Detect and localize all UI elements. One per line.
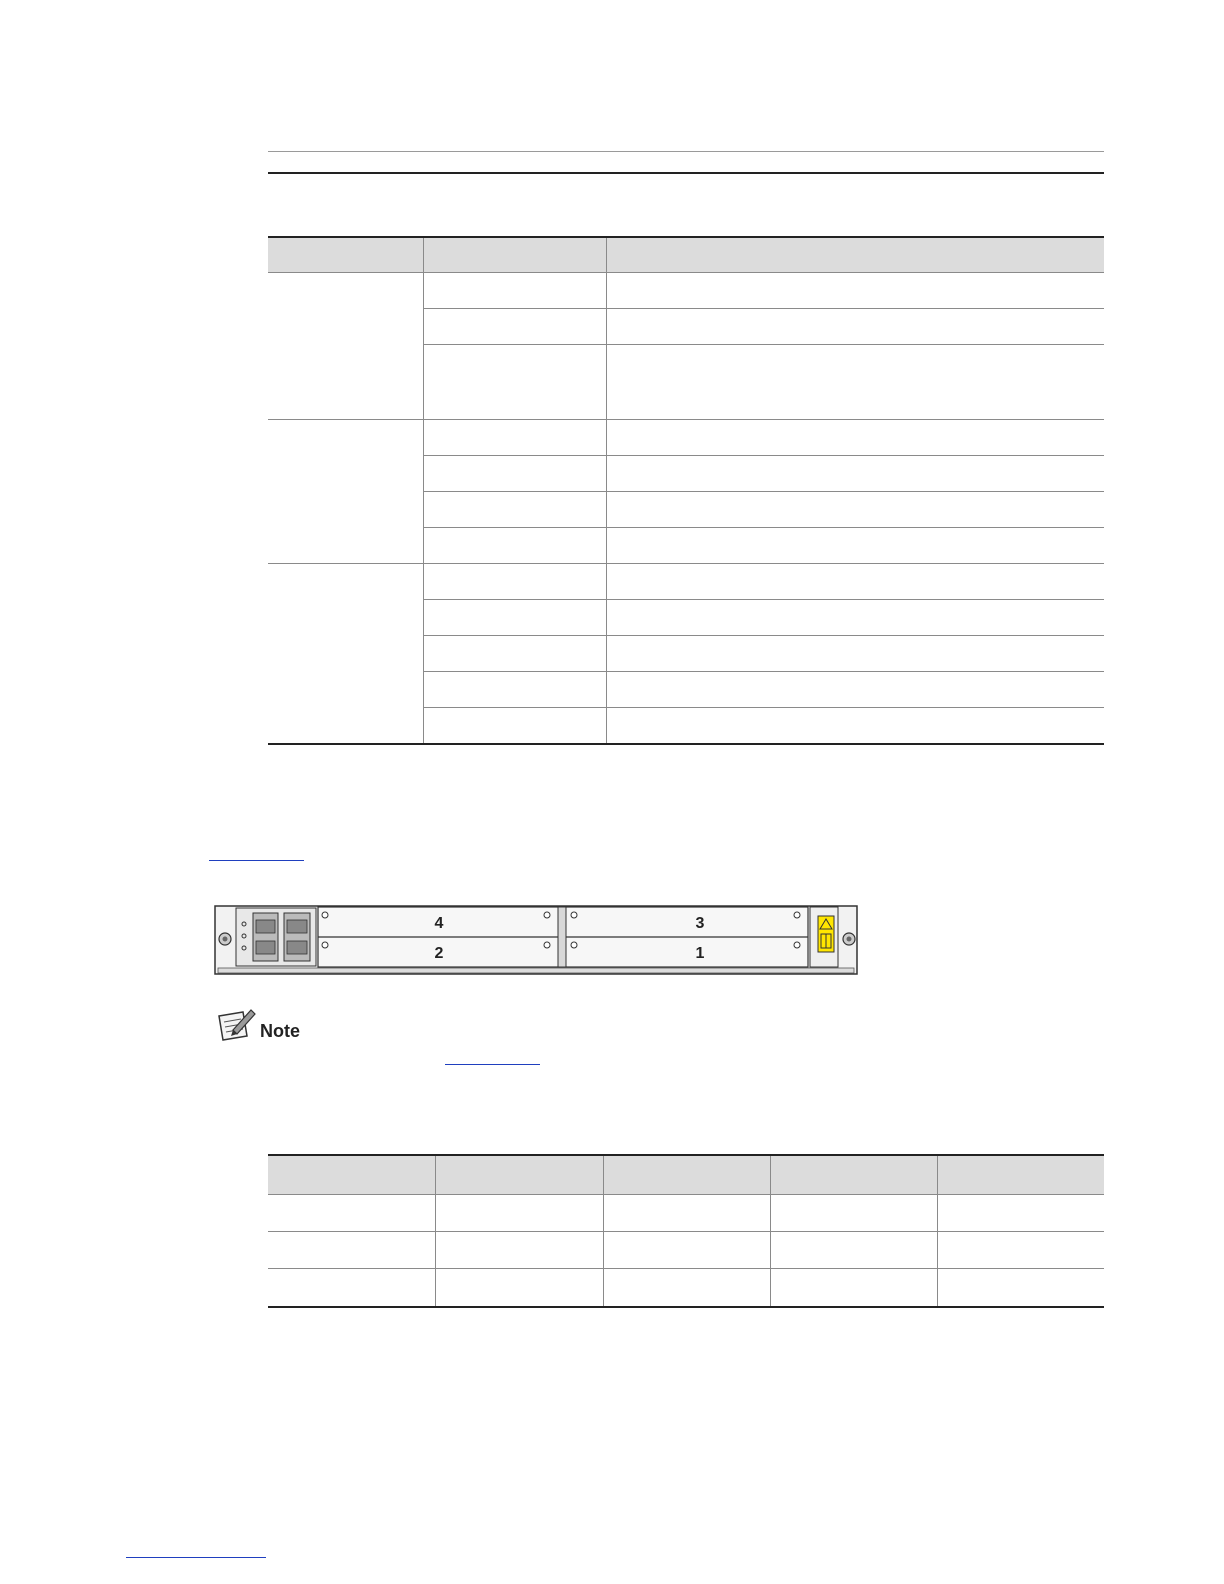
table-row	[268, 1232, 1104, 1269]
slot-label-1: 1	[695, 945, 705, 962]
port-table-header	[268, 1155, 1104, 1195]
group-cell	[268, 564, 423, 745]
spec-table-header	[268, 237, 1104, 273]
header-rule-thick	[268, 172, 1104, 174]
table-row	[268, 564, 1104, 600]
note-label: Note	[260, 1021, 300, 1041]
table-row	[268, 273, 1104, 309]
pencil-notepad-icon	[213, 1006, 257, 1042]
table-row	[268, 1269, 1104, 1308]
group-cell	[268, 420, 423, 564]
footer-link[interactable]	[126, 1557, 266, 1558]
note-block	[213, 1006, 333, 1046]
header-rule-thin	[268, 151, 1104, 152]
slot-label-2: 2	[434, 945, 444, 962]
slot-label-4: 4	[434, 915, 444, 932]
spec-table	[268, 236, 1104, 745]
table-row	[268, 420, 1104, 456]
group-cell	[268, 273, 423, 420]
figure-reference-link[interactable]	[209, 860, 304, 861]
interface-card-figure	[214, 898, 860, 978]
table-row	[268, 1195, 1104, 1232]
slot-label-3: 3	[695, 915, 705, 932]
note-reference-link[interactable]	[445, 1064, 540, 1065]
port-table	[268, 1154, 1104, 1308]
